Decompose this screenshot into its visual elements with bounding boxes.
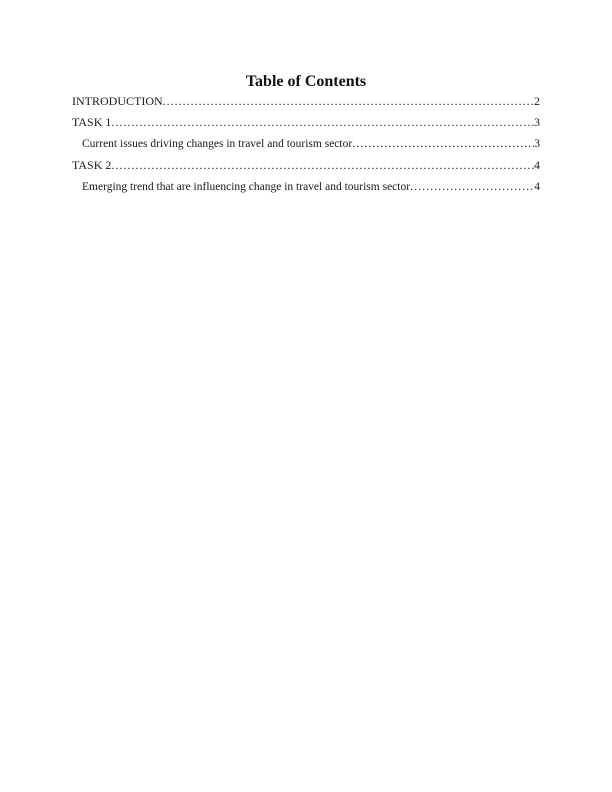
toc-page-number: 2 <box>534 94 540 108</box>
toc-entry-task-2[interactable] <box>72 159 540 171</box>
toc-title: Table of Contents <box>245 73 367 90</box>
toc-entry-label: TASK 1 <box>72 115 112 129</box>
toc-entry-label: INTRODUCTION <box>72 94 163 108</box>
toc-entry-emerging-trend[interactable] <box>72 180 540 193</box>
toc-page-number: 3 <box>534 138 540 150</box>
dot-leader <box>352 137 534 149</box>
dot-leader <box>111 116 534 128</box>
toc-page-number: 3 <box>534 115 540 129</box>
dot-leader <box>410 180 534 192</box>
toc-page-number: 4 <box>534 158 540 172</box>
toc-entry-introduction[interactable] <box>72 95 540 107</box>
toc-entry-label: TASK 2 <box>72 158 112 172</box>
dot-leader <box>163 95 534 107</box>
toc-list <box>72 95 540 193</box>
toc-entry-label: Emerging trend that are influencing change in travel and tourism sector <box>82 181 411 193</box>
toc-entry-task-1[interactable] <box>72 116 540 128</box>
toc-page-number: 4 <box>534 181 540 193</box>
toc-entry-current-issues[interactable] <box>72 137 540 150</box>
toc-entry-label: Current issues driving changes in travel and tourism sector <box>82 138 353 150</box>
page-content <box>0 0 612 193</box>
dot-leader <box>111 159 534 171</box>
